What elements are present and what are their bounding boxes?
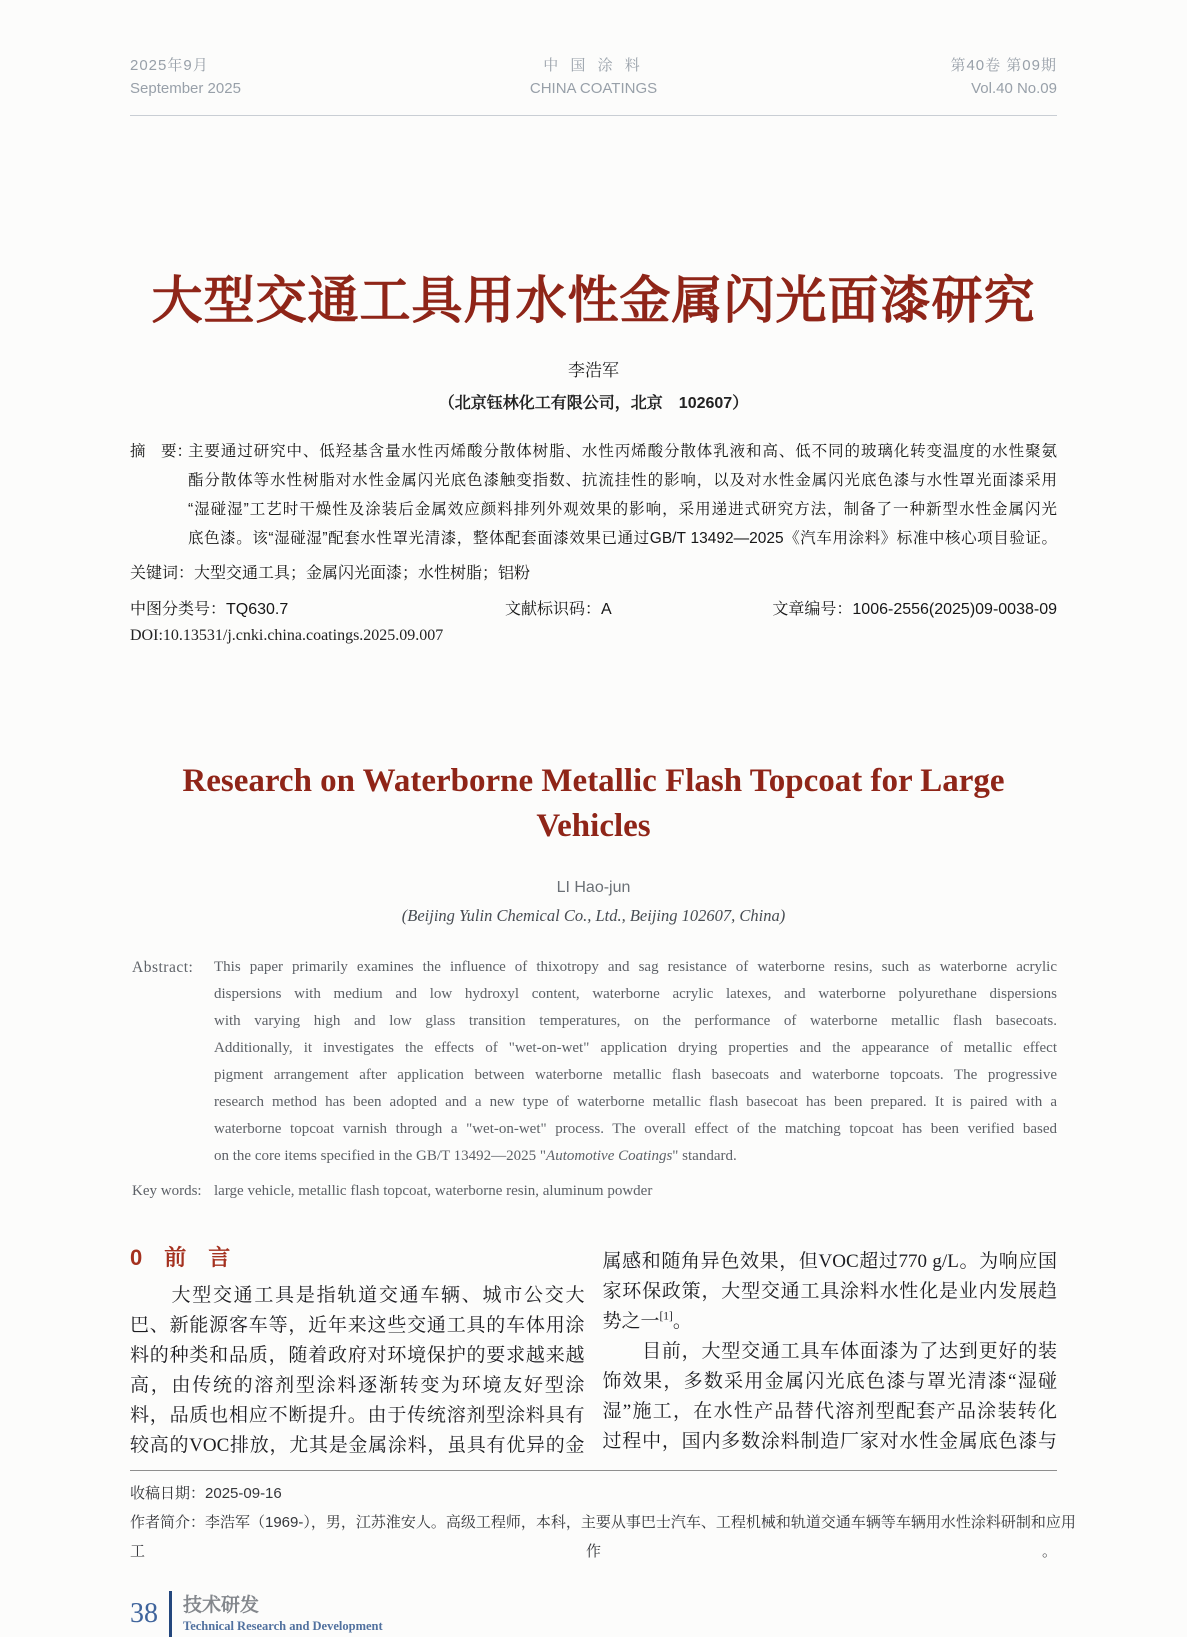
- body-text-line: 饰效果，多数采用金属闪光底色漆与罩光清漆“湿碰: [602, 1371, 1057, 1393]
- article-affiliation-cn: （北京钰林化工有限公司，北京 102607）: [438, 395, 749, 413]
- body-left-lines: [130, 1281, 585, 1461]
- abstract-en-line: waterborne topcoat varnish through a "wet-on-wet" process. The overall effect of the matching topcoat has been verified based: [214, 1121, 1057, 1138]
- abstract-cn-line: 酯分散体等水性树脂对水性金属闪光底色漆触变指数、抗流挂性的影响，以及对水性金属闪光底色漆与水性罩光面漆采用: [188, 472, 1057, 490]
- body-text-line: 势之一[1]。: [602, 1310, 692, 1333]
- footnote-block: [130, 1479, 1076, 1566]
- abstract-en-line: on the core items specified in the GB/T 13492—2025 "Automotive Coatings" standard.: [214, 1148, 737, 1165]
- page-footer: [130, 1591, 1057, 1637]
- keywords-cn-label: 关键词：: [130, 565, 195, 583]
- header-date-en: September 2025: [130, 80, 241, 97]
- body-columns: [130, 1244, 1057, 1461]
- abstract-en-line: Additionally, it investigates the effects of "wet-on-wet" application drying properties and the appearance of metallic effect: [214, 1040, 1057, 1057]
- header-issue: [837, 54, 1057, 100]
- body-text-line: 巴、新能源客车等，近年来这些交通工具的车体用涂: [130, 1315, 585, 1337]
- abstract-en-line: This paper primarily examines the influence of thixotropy and sag resistance of waterborne resins, such as waterborne acrylic: [214, 959, 1057, 976]
- clc-value: TQ630.7: [226, 601, 289, 619]
- header-issue-en: Vol.40 No.09: [971, 80, 1057, 97]
- header-journal-cn: 中 国 涂 料: [543, 57, 644, 74]
- abstract-cn-lines: [188, 437, 1057, 553]
- abstract-cn-label: 摘 要：: [130, 443, 193, 461]
- abstract-en-line: with varying high and low glass transition temperatures, on the performance of waterborne metallic flash basecoats.: [214, 1013, 1057, 1030]
- received-date: [130, 1479, 1057, 1508]
- section-0-heading: 0 前 言: [130, 1245, 231, 1271]
- article-author-cn: 李浩军: [568, 361, 619, 381]
- author-bio-lines: [130, 1508, 1076, 1566]
- article-title-en-line: Vehicles: [536, 808, 651, 845]
- body-text-line: 大型交通工具是指轨道交通车辆、城市公交大: [130, 1285, 585, 1307]
- abstract-en-line: dispersions with medium and low hydroxyl content, waterborne acrylic latexes, and waterborne polyurethane dispersions: [214, 986, 1057, 1003]
- header-journal-en: CHINA COATINGS: [529, 80, 658, 97]
- abstract-en-line: research method has been adopted and a new type of waterborne metallic flash basecoat has been prepared. It is paired with a: [214, 1094, 1057, 1111]
- document-code-label: 文献标识码：: [505, 601, 602, 619]
- body-text-line: 属感和随角异色效果，但VOC超过770 g/L。为响应国: [602, 1251, 1057, 1273]
- abstract-en-block: [130, 954, 1057, 1170]
- body-text-line: 过程中，国内多数涂料制造厂家对水性金属底色漆与: [602, 1431, 1057, 1453]
- body-text-line: 目前，大型交通工具车体面漆为了达到更好的装: [602, 1341, 1057, 1363]
- keywords-cn: [130, 560, 1057, 583]
- keywords-en-text: large vehicle, metallic flash topcoat, waterborne resin, aluminum powder: [214, 1183, 653, 1200]
- author-bio-line: 工作。: [130, 1543, 1057, 1561]
- footer-divider-bar: [169, 1591, 172, 1637]
- body-text-line: 高，由传统的溶剂型涂料逐渐转变为环境友好型涂: [130, 1375, 585, 1397]
- page-number: 38: [130, 1598, 158, 1630]
- document-code-value: A: [601, 601, 612, 619]
- abstract-en-label: Abstract:: [132, 959, 194, 977]
- journal-header: [130, 0, 1057, 116]
- body-right-lines: [603, 1247, 1058, 1457]
- article-affiliation-en: (Beijing Yulin Chemical Co., Ltd., Beijing 102607, China): [401, 906, 786, 926]
- abstract-cn-line: 底色漆。该“湿碰湿”配套水性罩光清漆，整体配套面漆效果已通过GB/T 13492—2025《汽车用涂料》标准中核心项目验证。: [188, 530, 1057, 548]
- header-date: [130, 54, 350, 100]
- body-text-line: 较高的VOC排放，尤其是金属涂料，虽具有优异的金: [130, 1435, 585, 1457]
- footer-column-en: Technical Research and Development: [183, 1618, 383, 1633]
- keywords-cn-text: 大型交通工具；金属闪光面漆；水性树脂；铝粉: [194, 565, 531, 583]
- abstract-en-lines: [214, 954, 1057, 1170]
- article-title-en: [130, 759, 1057, 849]
- document-code: [505, 596, 612, 619]
- footer-column-cn: 技术研发: [183, 1594, 260, 1616]
- article-id: [772, 596, 1057, 619]
- abstract-en-line: pigment arrangement after application between waterborne metallic flash basecoats and waterborne topcoats. The progressive: [214, 1067, 1057, 1084]
- doi: DOI:10.13531/j.cnki.china.coatings.2025.09.007: [130, 627, 444, 645]
- body-text-line: 料，品质也相应不断提升。由于传统溶剂型涂料具有: [130, 1405, 585, 1427]
- body-column-right: [603, 1244, 1058, 1461]
- article-title-cn: 大型交通工具用水性金属闪光面漆研究: [151, 272, 1036, 329]
- clc-label: 中图分类号：: [130, 601, 227, 619]
- footnote-divider: [130, 1470, 1057, 1471]
- abstract-cn-line: “湿碰湿”工艺时干燥性及涂装后金属效应颜料排列外观效果的影响，采用递进式研究方法，制备了一种新型水性金属闪光: [188, 501, 1057, 519]
- classification-row: [130, 596, 1057, 618]
- article-id-value: 1006-2556(2025)09-0038-09: [852, 601, 1057, 619]
- abstract-cn-line: 主要通过研究中、低羟基含量水性丙烯酸分散体树脂、水性丙烯酸分散体乳液和高、低不同的玻璃化转变温度的水性聚氨: [188, 443, 1057, 461]
- body-text-line: 湿”施工，在水性产品替代溶剂型配套产品涂装转化: [602, 1401, 1057, 1423]
- keywords-en: [130, 1183, 1057, 1200]
- body-column-left: [130, 1244, 585, 1461]
- article-author-en: LI Hao-jun: [556, 879, 631, 897]
- article-id-label: 文章编号：: [772, 601, 853, 619]
- clc-number: [130, 601, 288, 618]
- received-date-value: 2025-09-16: [205, 1485, 282, 1503]
- body-text-line: 料的种类和品质，随着政府对环境保护的要求越来越: [130, 1345, 585, 1367]
- header-issue-cn: 第40卷 第09期: [950, 57, 1057, 74]
- header-date-cn: 2025年9月: [130, 57, 209, 74]
- keywords-en-label: Key words:: [132, 1183, 202, 1200]
- author-bio-line: 作者简介：李浩军（1969-），男，江苏淮安人。高级工程师，本科，主要从事巴士汽车、工程机械和轨道交通车辆等车辆用水性涂料研制和应用: [130, 1514, 1076, 1532]
- article-title-en-line: Research on Waterborne Metallic Flash Topcoat for Large: [182, 763, 1005, 800]
- abstract-cn-block: [130, 437, 1057, 553]
- header-journal-name: [350, 54, 837, 100]
- body-text-line: 家环保政策，大型交通工具涂料水性化是业内发展趋: [602, 1281, 1057, 1303]
- received-date-label: 收稿日期：: [130, 1485, 206, 1503]
